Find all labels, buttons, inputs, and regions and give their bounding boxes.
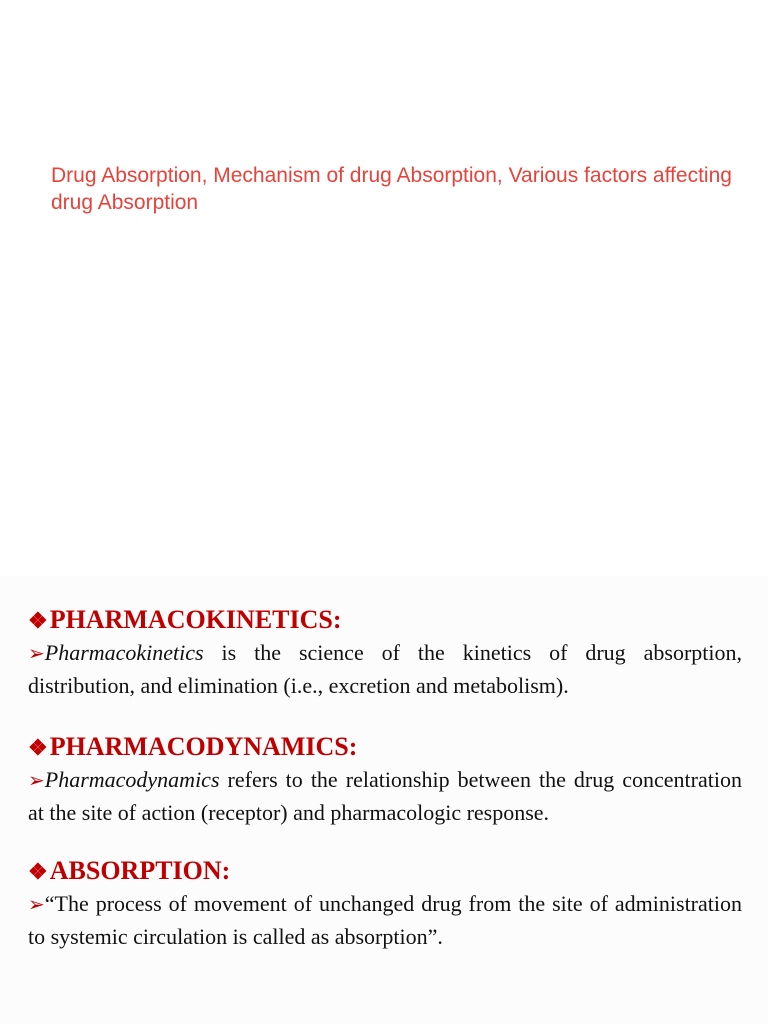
heading-text: ABSORPTION:	[49, 856, 231, 885]
section-heading-pharmacokinetics	[28, 604, 742, 637]
paragraph-pharmacokinetics	[28, 637, 742, 701]
diamond-bullet-icon: ❖	[28, 735, 48, 760]
arrow-bullet-icon: ➢	[28, 643, 45, 665]
section-heading-absorption	[28, 855, 742, 888]
paragraph-absorption	[28, 888, 742, 952]
paragraph-pharmacodynamics	[28, 764, 742, 828]
term-text: Pharmacokinetics	[44, 640, 204, 665]
definition-text: is the science of the kinetics of drug absorption, distribution, and elimination (i.e., excretion and metabolism).	[28, 640, 742, 698]
spacer	[28, 828, 742, 855]
section-heading-pharmacodynamics	[28, 731, 742, 764]
diamond-bullet-icon: ❖	[28, 859, 48, 884]
slide	[0, 576, 768, 1024]
definition-text: refers to the relationship between the drug concentration at the site of action (receptor) and pharmacologic response.	[28, 767, 742, 825]
definition-text: “The process of movement of unchanged drug from the site of administration to systemic circulation is called as absorption”.	[28, 891, 742, 949]
document-title: Drug Absorption, Mechanism of drug Absorption, Various factors affecting drug Absorption	[51, 164, 732, 214]
diamond-bullet-icon: ❖	[28, 608, 48, 633]
arrow-bullet-icon: ➢	[28, 894, 45, 916]
heading-text: PHARMACODYNAMICS:	[49, 732, 358, 761]
term-text: Pharmacodynamics	[44, 767, 220, 792]
heading-text: PHARMACOKINETICS:	[49, 605, 342, 634]
arrow-bullet-icon: ➢	[28, 770, 45, 792]
spacer	[28, 701, 742, 731]
slide-content	[28, 604, 742, 952]
